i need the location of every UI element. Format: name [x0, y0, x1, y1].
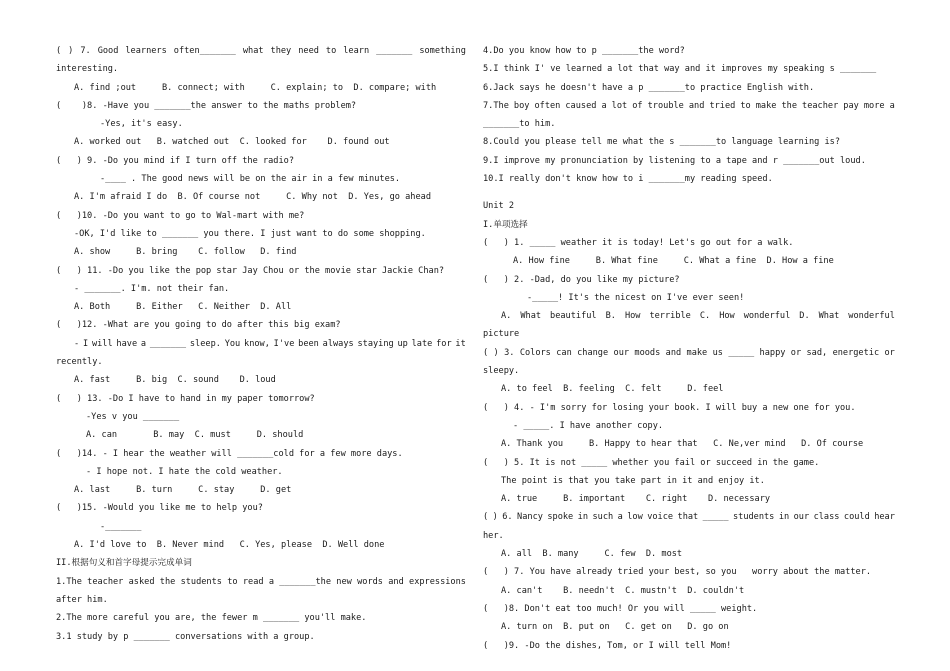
- text-line: - _______. I'm. not their fan.: [74, 283, 230, 294]
- text-line: A. last B. turn C. stay D. get: [74, 485, 292, 496]
- text-line: -____ . The good news will be on the air in a few minutes.: [100, 174, 401, 185]
- text-line: ( )10. -Do you want to go to Wal-mart with me?: [56, 210, 305, 221]
- text-line: A. What beautiful B. How terrible C. How wonderful D. What wonderful: [501, 311, 895, 322]
- text-line: A. to feel B. feeling C. felt D. feel: [501, 384, 724, 395]
- text-line: - _____. I have another copy.: [513, 420, 664, 431]
- text-line: after him.: [56, 594, 108, 605]
- text-line: ( ) 3. Colors can change our moods and make us _____ happy or sad, energetic or: [483, 347, 895, 358]
- text-line: picture: [483, 329, 520, 340]
- text-line: [483, 188, 895, 197]
- text-line: ( )15. -Would you like me to help you?: [56, 503, 263, 514]
- text-line: 4.Do you know how to p _______the word?: [483, 46, 685, 56]
- text-line: A. Thank you B. Happy to hear that C. Ne,ver mind D. Of course: [501, 439, 864, 450]
- text-line: -Yes v you _______: [86, 411, 180, 422]
- text-line: ( ) 1. _____ weather it is today! Let's go out for a walk.: [483, 237, 794, 248]
- text-line: A. How fine B. What fine C. What a fine D. How a fine: [513, 256, 834, 267]
- text-line: ( )9. -Do the dishes, Tom, or I will tell Mom!: [483, 640, 732, 651]
- text-line: ( ) 2. -Dad, do you like my picture?: [483, 274, 680, 285]
- text-line: - I hope not. I hate the cold weather.: [86, 466, 283, 477]
- text-line: sleepy.: [483, 366, 520, 377]
- text-line: Unit 2: [483, 201, 515, 212]
- text-line: A. I'm afraid I do B. Of course not C. Why not D. Yes, go ahead: [74, 192, 431, 203]
- text-line: 8.Could you please tell me what the s _______to language learning is?: [483, 137, 840, 148]
- left-column: [56, 42, 466, 646]
- text-line: 6.Jack says he doesn't have a p _______to practice English with.: [483, 82, 815, 93]
- text-line: ( ) 7. You have already tried your best, so you worry about the matter.: [483, 567, 872, 578]
- text-line: ( )8. Don't eat too much! Or you will _____ weight.: [483, 603, 758, 614]
- text-line: I.单项选择: [483, 219, 528, 230]
- text-line: -_____! It's the nicest on I've ever seen!: [527, 292, 745, 303]
- text-line: The point is that you take part in it and enjoy it.: [501, 475, 765, 486]
- text-line: 9.I improve my pronunciation by listening to a tape and r _______out loud.: [483, 155, 866, 166]
- text-line: 7.The boy often caused a lot of trouble and tried to make the teacher pay more a: [483, 100, 895, 111]
- text-line: ( )12. -What are you going to do after this big exam?: [56, 320, 341, 331]
- text-line: ( ) 13. -Do I have to hand in my paper tomorrow?: [56, 393, 315, 404]
- text-line: A. all B. many C. few D. most: [501, 549, 683, 560]
- text-line: 10.I really don't know how to i _______my reading speed.: [483, 174, 773, 185]
- text-line: ( ) 6. Nancy spoke in such a low voice that _____ students in our class could hear: [483, 512, 895, 523]
- text-line: A. worked out B. watched out C. looked for D. found out: [74, 137, 390, 148]
- text-line: A. fast B. big C. sound D. loud: [74, 375, 276, 386]
- text-line: ( ) 4. - I'm sorry for losing your book. I will buy a new one for you.: [483, 402, 856, 413]
- text-line: - I will have a _______ sleep. You know, I've been always staying up late for it: [74, 338, 466, 349]
- text-line: 3.1 study by p _______ conversations with a group.: [56, 631, 315, 642]
- text-line: A. turn on B. put on C. get on D. go on: [501, 622, 729, 633]
- text-line: ( ) 5. It is not _____ whether you fail or succeed in the game.: [483, 457, 820, 468]
- text-line: -OK, I'd like to _______ you there. I just want to do some shopping.: [74, 228, 426, 239]
- text-line: recently.: [56, 357, 103, 368]
- text-line: 5.I think I' ve learned a lot that way and it improves my speaking s _______: [483, 64, 877, 75]
- text-line: _______to him.: [483, 119, 556, 130]
- text-line: A. I'd love to B. Never mind C. Yes, please D. Well done: [74, 540, 385, 551]
- text-line: ( ) 11. -Do you like the pop star Jay Chou or the movie star Jackie Chan?: [56, 265, 445, 276]
- text-line: ( )14. - I hear the weather will _______cold for a few more days.: [56, 448, 403, 459]
- right-column: [483, 42, 895, 655]
- text-line: II.根据句义和首字母提示完成单词: [56, 558, 192, 569]
- text-line: ( ) 9. -Do you mind if I turn off the radio?: [56, 155, 294, 166]
- text-line: 2.The more careful you are, the fewer m _______ you'll make.: [56, 613, 367, 624]
- text-line: her.: [483, 530, 504, 541]
- text-line: interesting.: [56, 64, 119, 75]
- text-line: -_______: [100, 521, 142, 532]
- text-line: A. Both B. Either C. Neither D. All: [74, 302, 292, 313]
- text-line: 1.The teacher asked the students to read a _______the new words and expressions: [56, 576, 466, 587]
- text-line: A. can't B. needn't C. mustn't D. couldn't: [501, 585, 745, 596]
- text-line: -Yes, it's easy.: [100, 119, 183, 130]
- text-line: A. true B. important C. right D. necessary: [501, 494, 771, 505]
- text-line: A. can B. may C. must D. should: [86, 430, 304, 441]
- text-line: ( )8. -Have you _______the answer to the maths problem?: [56, 100, 357, 111]
- text-line: A. find ;out B. connect; with C. explain; to D. compare; with: [74, 82, 437, 93]
- text-line: A. show B. bring C. follow D. find: [74, 247, 297, 258]
- text-line: ( ) 7. Good learners often_______ what they need to learn _______ something: [56, 46, 466, 56]
